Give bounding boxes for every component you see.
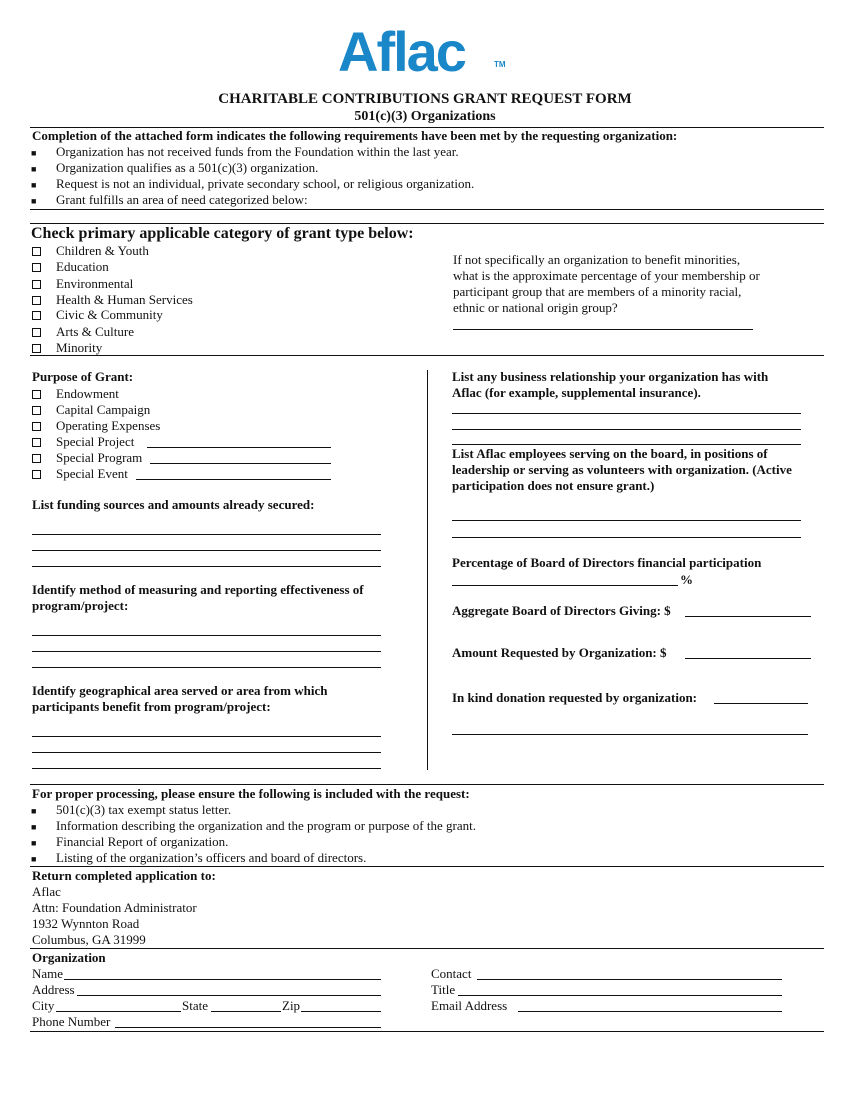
requirement-item: Request is not an individual, private secondary school, or religious organization. xyxy=(56,176,475,191)
geography-line[interactable] xyxy=(32,752,381,753)
divider xyxy=(30,209,824,210)
divider xyxy=(30,866,824,867)
category-checkbox[interactable] xyxy=(32,311,41,320)
amount-requested-field[interactable] xyxy=(685,658,811,659)
purpose-label: Special Project xyxy=(56,434,135,449)
category-label: Arts & Culture xyxy=(56,324,134,339)
processing-item: Information describing the organization and the program or purpose of the grant. xyxy=(56,818,476,833)
minority-percentage-field[interactable] xyxy=(453,329,753,330)
category-checkbox[interactable] xyxy=(32,280,41,289)
category-checkbox[interactable] xyxy=(32,328,41,337)
category-checkbox[interactable] xyxy=(32,247,41,256)
address-field[interactable] xyxy=(77,995,381,996)
zip-label: Zip xyxy=(282,998,301,1013)
business-relationship-line[interactable] xyxy=(452,413,801,414)
funding-line[interactable] xyxy=(32,550,381,551)
geography-label: participants benefit from program/project: xyxy=(32,699,271,714)
category-checkbox[interactable] xyxy=(32,344,41,353)
geography-line[interactable] xyxy=(32,768,381,769)
return-address-line: 1932 Wynnton Road xyxy=(32,916,140,931)
city-label: City xyxy=(32,998,55,1013)
bullet-icon: ■ xyxy=(31,196,37,206)
processing-item: Financial Report of organization. xyxy=(56,834,229,849)
special-event-field[interactable] xyxy=(136,479,331,480)
purpose-label: Operating Expenses xyxy=(56,418,161,433)
requirement-item: Organization has not received funds from the Foundation within the last year. xyxy=(56,144,459,159)
bullet-icon: ■ xyxy=(31,822,37,832)
purpose-checkbox[interactable] xyxy=(32,422,41,431)
category-label: Education xyxy=(56,259,109,274)
aflac-employees-label: participation does not ensure grant.) xyxy=(452,478,655,493)
board-percentage-field[interactable] xyxy=(452,585,678,586)
return-address-line: Attn: Foundation Administrator xyxy=(32,900,197,915)
category-label: Civic & Community xyxy=(56,307,163,322)
title-label: Title xyxy=(431,982,456,997)
purpose-label: Capital Campaign xyxy=(56,402,151,417)
funding-line[interactable] xyxy=(32,534,381,535)
divider xyxy=(30,1031,824,1032)
purpose-checkbox[interactable] xyxy=(32,454,41,463)
inkind-donation-line[interactable] xyxy=(452,734,808,735)
logo-trademark: TM xyxy=(494,60,506,69)
minority-question: what is the approximate percentage of your membership or xyxy=(453,268,760,283)
measuring-line[interactable] xyxy=(32,651,381,652)
business-relationship-label: Aflac (for example, supplemental insurance). xyxy=(452,385,701,400)
contact-label: Contact xyxy=(431,966,472,981)
aflac-employees-label: List Aflac employees serving on the board, in positions of xyxy=(452,446,768,461)
name-field[interactable] xyxy=(64,979,381,980)
category-checkbox[interactable] xyxy=(32,263,41,272)
category-label: Health & Human Services xyxy=(56,292,193,307)
aflac-employees-label: leadership or serving as volunteers with organization. (Active xyxy=(452,462,792,477)
measuring-line[interactable] xyxy=(32,635,381,636)
category-label: Minority xyxy=(56,340,103,355)
divider xyxy=(30,355,824,356)
phone-label: Phone Number xyxy=(32,1014,111,1029)
measuring-label: Identify method of measuring and reporting effectiveness of xyxy=(32,582,364,597)
address-label: Address xyxy=(32,982,75,997)
percent-sign: % xyxy=(680,572,693,587)
measuring-label: program/project: xyxy=(32,598,129,613)
divider xyxy=(30,223,824,224)
category-checkbox[interactable] xyxy=(32,296,41,305)
email-label: Email Address xyxy=(431,998,508,1013)
business-relationship-line[interactable] xyxy=(452,444,801,445)
return-address-line: Aflac xyxy=(32,884,61,899)
name-label: Name xyxy=(32,966,64,981)
processing-item: Listing of the organization’s officers and board of directors. xyxy=(56,850,367,865)
purpose-checkbox[interactable] xyxy=(32,406,41,415)
category-label: Children & Youth xyxy=(56,243,149,258)
email-field[interactable] xyxy=(518,1011,782,1012)
business-relationship-label: List any business relationship your organization has with xyxy=(452,369,769,384)
amount-requested-label: Amount Requested by Organization: $ xyxy=(452,645,667,660)
contact-field[interactable] xyxy=(477,979,782,980)
zip-field[interactable] xyxy=(301,1011,381,1012)
form-subtitle: 501(c)(3) Organizations xyxy=(354,109,496,124)
geography-line[interactable] xyxy=(32,736,381,737)
inkind-donation-label: In kind donation requested by organization: xyxy=(452,690,698,705)
geography-label: Identify geographical area served or area from which xyxy=(32,683,328,698)
category-label: Environmental xyxy=(56,276,134,291)
minority-question: If not specifically an organization to benefit minorities, xyxy=(453,252,741,267)
aggregate-giving-label: Aggregate Board of Directors Giving: $ xyxy=(452,603,671,618)
minority-question: participant group that are members of a minority racial, xyxy=(453,284,742,299)
bullet-icon: ■ xyxy=(31,806,37,816)
special-program-field[interactable] xyxy=(150,463,331,464)
bullet-icon: ■ xyxy=(31,854,37,864)
return-heading: Return completed application to: xyxy=(32,868,216,883)
funding-line[interactable] xyxy=(32,566,381,567)
purpose-label: Special Event xyxy=(56,466,128,481)
purpose-heading: Purpose of Grant: xyxy=(32,369,134,384)
logo-text: Aflac xyxy=(338,20,465,83)
aflac-logo xyxy=(338,20,518,83)
special-project-field[interactable] xyxy=(147,447,331,448)
requirements-heading: Completion of the attached form indicates the following requirements have been met by the requesting organization: xyxy=(32,128,678,143)
state-label: State xyxy=(182,998,208,1013)
state-field[interactable] xyxy=(211,1011,281,1012)
purpose-label: Special Program xyxy=(56,450,143,465)
purpose-label: Endowment xyxy=(56,386,119,401)
processing-heading: For proper processing, please ensure the following is included with the request: xyxy=(32,786,470,801)
requirement-item: Grant fulfills an area of need categorized below: xyxy=(56,192,308,207)
return-address-line: Columbus, GA 31999 xyxy=(32,932,146,947)
measuring-line[interactable] xyxy=(32,667,381,668)
board-percentage-label: Percentage of Board of Directors financial participation xyxy=(452,555,762,570)
aggregate-giving-field[interactable] xyxy=(685,616,811,617)
business-relationship-line[interactable] xyxy=(452,429,801,430)
city-field[interactable] xyxy=(56,1011,181,1012)
bullet-icon: ■ xyxy=(31,180,37,190)
requirement-item: Organization qualifies as a 501(c)(3) organization. xyxy=(56,160,319,175)
aflac-employees-line[interactable] xyxy=(452,520,801,521)
minority-question: ethnic or national origin group? xyxy=(453,300,618,315)
phone-field[interactable] xyxy=(115,1027,381,1028)
bullet-icon: ■ xyxy=(31,838,37,848)
purpose-checkbox[interactable] xyxy=(32,390,41,399)
purpose-checkbox[interactable] xyxy=(32,438,41,447)
purpose-checkbox[interactable] xyxy=(32,470,41,479)
aflac-employees-line[interactable] xyxy=(452,537,801,538)
form-title: CHARITABLE CONTRIBUTIONS GRANT REQUEST FORM xyxy=(218,91,632,107)
column-divider xyxy=(427,370,428,770)
inkind-donation-field[interactable] xyxy=(714,703,808,704)
processing-item: 501(c)(3) tax exempt status letter. xyxy=(56,802,232,817)
funding-sources-label: List funding sources and amounts already secured: xyxy=(32,497,315,512)
title-field[interactable] xyxy=(458,995,782,996)
organization-heading: Organization xyxy=(32,950,106,965)
divider xyxy=(30,784,824,785)
bullet-icon: ■ xyxy=(31,148,37,158)
divider xyxy=(30,948,824,949)
bullet-icon: ■ xyxy=(31,164,37,174)
category-heading: Check primary applicable category of grant type below: xyxy=(31,225,414,242)
